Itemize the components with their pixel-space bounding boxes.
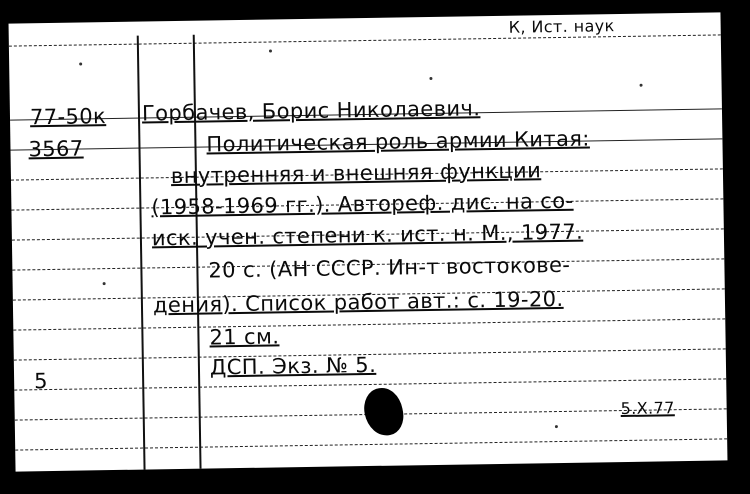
title-line: внутренняя и внешняя функции [170, 158, 542, 189]
collation-line: 20 с. (АН СССР. Ин-т востокове- [208, 252, 571, 283]
notes-line: дения). Список работ авт.: с. 19-20. [152, 286, 564, 318]
ink-blot [360, 385, 406, 439]
author-heading: Горбачев, Борис Николаевич. [141, 96, 481, 126]
call-number: 77-50к [29, 104, 107, 130]
subject-heading: К, Ист. наук [508, 16, 615, 37]
card-rule [13, 318, 725, 330]
margin-mark: 5 [33, 369, 49, 394]
scan-speck [429, 77, 432, 80]
date-note: 5.X.77 [620, 398, 675, 419]
card-rule [9, 34, 721, 46]
scan-speck [555, 425, 558, 428]
scan-speck [79, 62, 82, 65]
scan-speck [103, 282, 106, 285]
catalog-card [9, 12, 728, 471]
scan-speck [269, 49, 272, 52]
title-line: Политическая роль армии Китая: [206, 126, 590, 157]
call-number-inventory: 3567 [28, 136, 84, 162]
size-line: 21 см. [209, 324, 280, 350]
card-rule [14, 378, 726, 390]
scan-speck [640, 84, 643, 87]
card-rule [15, 438, 727, 450]
title-line: иск. учен. степени к. ист. н. М., 1977. [151, 219, 584, 251]
restriction-line: ДСП. Экз. № 5. [209, 352, 377, 380]
title-line: (1958-1969 гг.). Автореф. дис. на со- [151, 188, 574, 220]
